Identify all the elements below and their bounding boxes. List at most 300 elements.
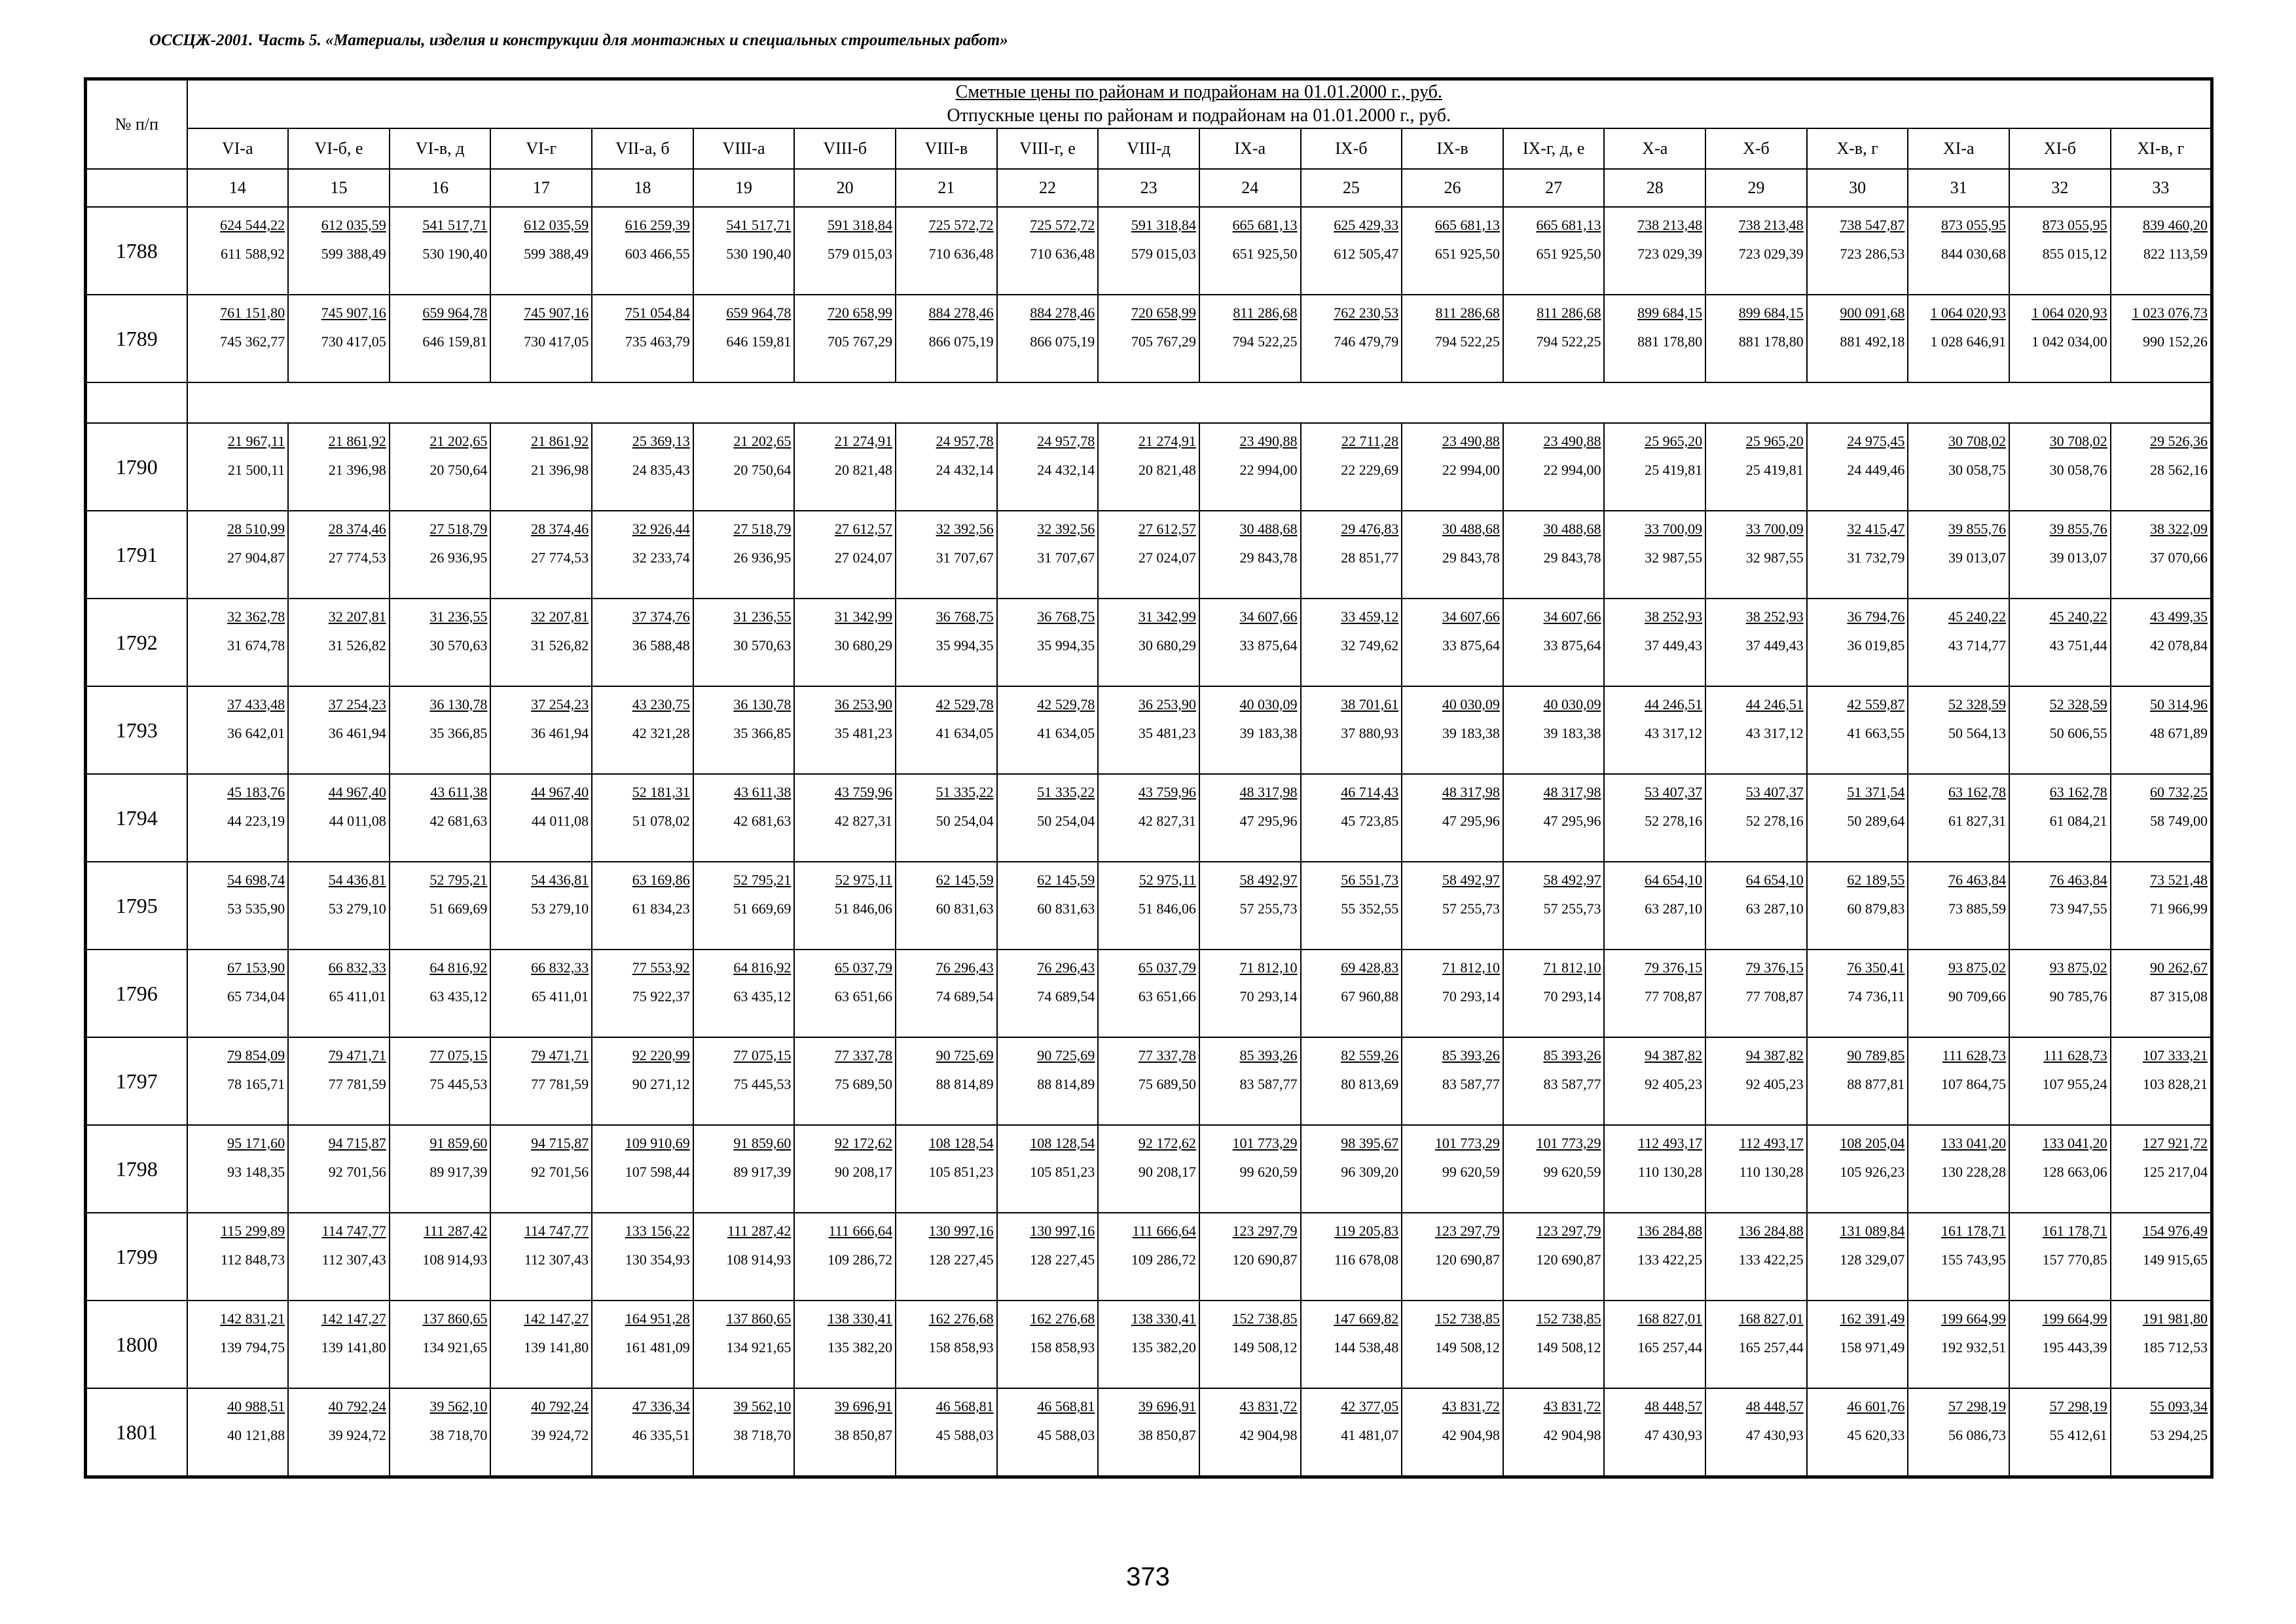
- release-price: 139 141,80: [321, 1339, 386, 1356]
- release-price: 37 880,93: [1341, 725, 1399, 741]
- release-price: 128 663,06: [2042, 1164, 2107, 1180]
- release-price: 822 113,59: [2143, 246, 2208, 262]
- estimate-price: 111 666,64: [1132, 1223, 1196, 1239]
- estimate-price: 47 336,34: [632, 1398, 690, 1414]
- release-price: 37 449,43: [1745, 637, 1804, 654]
- estimate-price: 54 436,81: [531, 872, 589, 888]
- estimate-price: 107 333,21: [2143, 1047, 2208, 1063]
- price-cell: [2009, 1125, 2111, 1213]
- price-cell: [1604, 1125, 1705, 1213]
- price-cell: [2111, 1301, 2212, 1388]
- release-price: 67 960,88: [1341, 988, 1399, 1005]
- release-price: 75 445,53: [733, 1076, 792, 1092]
- price-cell: [1807, 1037, 1908, 1125]
- release-price: 70 293,14: [1239, 988, 1298, 1005]
- price-cell: [2009, 511, 2111, 599]
- price-cell: [187, 1388, 289, 1477]
- price-cell: [1503, 1301, 1605, 1388]
- estimate-price: 811 286,68: [1537, 304, 1601, 321]
- price-cell: [1199, 862, 1301, 950]
- estimate-price: 21 274,91: [834, 433, 892, 449]
- estimate-price: 46 601,76: [1847, 1398, 1905, 1414]
- estimate-price: 57 298,19: [1948, 1398, 2007, 1414]
- column-number: 14: [187, 169, 289, 207]
- release-price: 55 412,61: [2049, 1427, 2107, 1443]
- price-cell: [794, 774, 896, 862]
- estimate-price: 57 298,19: [2049, 1398, 2107, 1414]
- price-cell: [1301, 207, 1402, 295]
- price-cell: [490, 1301, 592, 1388]
- estimate-price: 37 374,76: [632, 608, 690, 625]
- release-price: 40 121,88: [227, 1427, 285, 1443]
- estimate-price: 811 286,68: [1435, 304, 1500, 321]
- estimate-price: 624 544,22: [220, 217, 285, 233]
- release-price: 530 190,40: [422, 246, 488, 262]
- release-price: 42 078,84: [2150, 637, 2208, 654]
- release-price: 579 015,03: [827, 246, 892, 262]
- price-cell: [1301, 862, 1402, 950]
- release-price: 35 994,35: [936, 637, 994, 654]
- release-price: 43 317,12: [1645, 725, 1703, 741]
- estimate-price: 21 861,92: [328, 433, 386, 449]
- estimate-price: 27 518,79: [429, 521, 488, 537]
- price-cell: [1604, 1213, 1705, 1301]
- price-cell: [693, 686, 795, 774]
- price-cell: [1604, 599, 1705, 686]
- price-cell: [390, 1037, 491, 1125]
- release-price: 77 708,87: [1645, 988, 1703, 1005]
- price-cell: [1503, 295, 1605, 382]
- release-price: 651 925,50: [1536, 246, 1601, 262]
- release-price: 149 508,12: [1232, 1339, 1298, 1356]
- release-price: 579 015,03: [1131, 246, 1196, 262]
- estimate-price: 58 492,97: [1239, 872, 1298, 888]
- estimate-price: 50 314,96: [2150, 696, 2208, 712]
- price-cell: [1199, 686, 1301, 774]
- table-row: [86, 207, 2212, 295]
- price-cell: [693, 511, 795, 599]
- release-price: 63 287,10: [1745, 900, 1804, 917]
- price-cell: [288, 1388, 390, 1477]
- release-price: 90 208,17: [1138, 1164, 1196, 1180]
- release-price: 530 190,40: [726, 246, 792, 262]
- region-header: VIII-б: [794, 128, 896, 169]
- price-cell: [896, 862, 997, 950]
- release-price: 30 058,75: [1948, 462, 2007, 478]
- price-cell: [997, 207, 1099, 295]
- table-row: [86, 599, 2212, 686]
- price-cell: [1199, 1388, 1301, 1477]
- estimate-price: 85 393,26: [1442, 1047, 1500, 1063]
- price-cell: [1908, 599, 2009, 686]
- release-price: 26 936,95: [733, 549, 792, 566]
- row-number: 1793: [86, 686, 187, 774]
- price-cell: [794, 207, 896, 295]
- release-price: 31 707,67: [936, 549, 994, 566]
- price-cell: [1402, 511, 1503, 599]
- release-price: 723 286,53: [1840, 246, 1905, 262]
- estimate-price: 73 521,48: [2150, 872, 2208, 888]
- release-price: 92 405,23: [1745, 1076, 1804, 1092]
- estimate-price: 142 831,21: [220, 1310, 285, 1327]
- estimate-price: 899 684,15: [1637, 304, 1703, 321]
- estimate-price: 39 562,10: [733, 1398, 792, 1414]
- price-cell: [1503, 686, 1605, 774]
- estimate-price: 92 220,99: [632, 1047, 690, 1063]
- release-price: 52 278,16: [1645, 813, 1703, 829]
- region-header: VIII-г, е: [997, 128, 1099, 169]
- release-price: 51 846,06: [834, 900, 892, 917]
- price-cell: [1604, 686, 1705, 774]
- release-price: 33 875,64: [1543, 637, 1601, 654]
- price-cell: [2009, 1037, 2111, 1125]
- estimate-price: 133 041,20: [1941, 1135, 2007, 1151]
- release-price: 37 070,66: [2150, 549, 2208, 566]
- estimate-price: 77 337,78: [1138, 1047, 1196, 1063]
- release-price: 30 570,63: [733, 637, 792, 654]
- release-price: 195 443,39: [2042, 1339, 2107, 1356]
- release-price: 73 947,55: [2049, 900, 2107, 917]
- release-price: 646 159,81: [422, 333, 488, 350]
- price-cell: [1807, 950, 1908, 1037]
- price-table: [84, 77, 2214, 1479]
- release-price: 42 904,98: [1543, 1427, 1601, 1443]
- estimate-price: 108 128,54: [1030, 1135, 1095, 1151]
- estimate-price: 32 392,56: [936, 521, 994, 537]
- region-header: XI-в, г: [2111, 128, 2212, 169]
- estimate-price: 27 612,57: [1138, 521, 1196, 537]
- price-cell: [1604, 1037, 1705, 1125]
- estimate-price: 69 428,83: [1341, 959, 1399, 976]
- price-cell: [2111, 207, 2212, 295]
- price-cell: [794, 295, 896, 382]
- estimate-price: 79 471,71: [328, 1047, 386, 1063]
- estimate-price: 720 658,99: [1131, 304, 1196, 321]
- estimate-price: 884 278,46: [928, 304, 994, 321]
- price-cell: [1301, 950, 1402, 1037]
- release-price: 89 917,39: [733, 1164, 792, 1180]
- release-price: 78 165,71: [227, 1076, 285, 1092]
- release-price: 651 925,50: [1232, 246, 1298, 262]
- release-price: 746 479,79: [1334, 333, 1399, 350]
- estimate-price: 95 171,60: [227, 1135, 285, 1151]
- release-price: 92 701,56: [531, 1164, 589, 1180]
- release-price: 44 223,19: [227, 813, 285, 829]
- estimate-price: 24 957,78: [936, 433, 994, 449]
- estimate-price: 90 789,85: [1847, 1047, 1905, 1063]
- estimate-price: 76 350,41: [1847, 959, 1905, 976]
- estimate-price: 40 988,51: [227, 1398, 285, 1414]
- price-cell: [1908, 862, 2009, 950]
- estimate-price: 161 178,71: [2042, 1223, 2107, 1239]
- estimate-price: 24 975,45: [1847, 433, 1905, 449]
- release-price: 24 835,43: [632, 462, 690, 478]
- estimate-price: 82 559,26: [1341, 1047, 1399, 1063]
- estimate-price: 43 759,96: [834, 784, 892, 800]
- release-price: 110 130,28: [1637, 1164, 1703, 1180]
- price-cell: [288, 599, 390, 686]
- estimate-price: 90 262,67: [2150, 959, 2208, 976]
- estimate-price: 745 907,16: [524, 304, 589, 321]
- release-price: 108 914,93: [422, 1251, 488, 1268]
- price-cell: [1301, 1037, 1402, 1125]
- release-price: 32 749,62: [1341, 637, 1399, 654]
- price-cell: [390, 950, 491, 1037]
- estimate-price: 114 747,77: [524, 1223, 589, 1239]
- column-number: 32: [2009, 169, 2111, 207]
- price-cell: [1098, 423, 1199, 511]
- release-price: 611 588,92: [220, 246, 285, 262]
- price-cell: [1301, 1213, 1402, 1301]
- price-banner: [187, 79, 2212, 129]
- price-cell: [1908, 1213, 2009, 1301]
- release-price: 75 922,37: [632, 988, 690, 1005]
- price-cell: [1098, 1301, 1199, 1388]
- price-cell: [490, 1213, 592, 1301]
- estimate-price: 665 681,13: [1232, 217, 1298, 233]
- estimate-price: 42 559,87: [1847, 696, 1905, 712]
- release-price: 128 227,45: [928, 1251, 994, 1268]
- row-number: 1798: [86, 1125, 187, 1213]
- release-price-caption: Отпускные цены по районам и подрайонам на 01.01.2000 г., руб.: [947, 105, 1451, 126]
- price-cell: [1705, 599, 1807, 686]
- release-price: 96 309,20: [1341, 1164, 1399, 1180]
- estimate-price: 101 773,29: [1536, 1135, 1601, 1151]
- price-cell: [1098, 950, 1199, 1037]
- estimate-price: 37 254,23: [328, 696, 386, 712]
- price-cell: [1908, 686, 2009, 774]
- region-header: VII-а, б: [592, 128, 693, 169]
- estimate-price: 665 681,13: [1536, 217, 1601, 233]
- release-price: 30 058,76: [2049, 462, 2107, 478]
- release-price: 51 669,69: [733, 900, 792, 917]
- price-cell: [1705, 1125, 1807, 1213]
- price-cell: [1604, 1388, 1705, 1477]
- release-price: 63 651,66: [1138, 988, 1196, 1005]
- price-cell: [1503, 599, 1605, 686]
- price-cell: [390, 423, 491, 511]
- release-price: 112 307,43: [321, 1251, 386, 1268]
- estimate-price: 111 628,73: [2043, 1047, 2107, 1063]
- price-cell: [1807, 774, 1908, 862]
- release-price: 74 689,54: [1037, 988, 1095, 1005]
- price-cell: [2009, 686, 2111, 774]
- release-price: 730 417,05: [524, 333, 589, 350]
- price-cell: [1908, 207, 2009, 295]
- price-cell: [1402, 295, 1503, 382]
- release-price: 39 183,38: [1543, 725, 1601, 741]
- table-row: [86, 1037, 2212, 1125]
- release-price: 39 183,38: [1442, 725, 1500, 741]
- estimate-price: 108 205,04: [1840, 1135, 1905, 1151]
- estimate-price: 761 151,80: [220, 304, 285, 321]
- release-price: 105 851,23: [928, 1164, 994, 1180]
- estimate-price: 54 436,81: [328, 872, 386, 888]
- price-cell: [997, 1125, 1099, 1213]
- release-price: 881 178,80: [1637, 333, 1703, 350]
- region-header: VIII-а: [693, 128, 795, 169]
- release-price: 133 422,25: [1637, 1251, 1703, 1268]
- price-cell: [1807, 1213, 1908, 1301]
- release-price: 35 994,35: [1037, 637, 1095, 654]
- price-cell: [1402, 207, 1503, 295]
- release-price: 75 689,50: [1138, 1076, 1196, 1092]
- release-price: 20 821,48: [1138, 462, 1196, 478]
- price-cell: [592, 1125, 693, 1213]
- estimate-price: 45 183,76: [227, 784, 285, 800]
- release-price: 65 411,01: [531, 988, 589, 1005]
- estimate-price: 31 342,99: [834, 608, 892, 625]
- region-header: IX-в: [1402, 128, 1503, 169]
- estimate-price: 161 178,71: [1941, 1223, 2007, 1239]
- estimate-price: 762 230,53: [1334, 304, 1399, 321]
- estimate-price: 28 374,46: [328, 521, 386, 537]
- estimate-price: 541 517,71: [726, 217, 792, 233]
- release-price: 74 736,11: [1848, 988, 1905, 1005]
- release-price: 50 254,04: [1037, 813, 1095, 829]
- estimate-price: 1 023 076,73: [2132, 304, 2208, 321]
- estimate-price: 90 725,69: [936, 1047, 994, 1063]
- estimate-price: 738 213,48: [1738, 217, 1804, 233]
- estimate-price: 591 318,84: [827, 217, 892, 233]
- estimate-price: 25 965,20: [1645, 433, 1703, 449]
- spacer-cell: [86, 382, 187, 423]
- release-price: 42 321,28: [632, 725, 690, 741]
- estimate-price: 52 795,21: [429, 872, 488, 888]
- price-cell: [1807, 862, 1908, 950]
- price-cell: [896, 599, 997, 686]
- price-cell: [896, 686, 997, 774]
- estimate-price: 94 715,87: [531, 1135, 589, 1151]
- estimate-price: 79 376,15: [1645, 959, 1703, 976]
- release-price: 794 522,25: [1232, 333, 1298, 350]
- price-cell: [2009, 295, 2111, 382]
- release-price: 35 481,23: [834, 725, 892, 741]
- price-cell: [390, 207, 491, 295]
- estimate-price: 40 030,09: [1442, 696, 1500, 712]
- price-cell: [2111, 1037, 2212, 1125]
- release-price: 77 781,59: [531, 1076, 589, 1092]
- row-number: 1791: [86, 511, 187, 599]
- price-cell: [390, 1301, 491, 1388]
- table-row: [86, 295, 2212, 382]
- estimate-price: 48 317,98: [1239, 784, 1298, 800]
- release-price: 65 411,01: [329, 988, 386, 1005]
- release-price: 90 709,66: [1948, 988, 2007, 1005]
- release-price: 990 152,26: [2143, 333, 2208, 350]
- release-price: 116 678,08: [1334, 1251, 1399, 1268]
- release-price: 50 564,13: [1948, 725, 2007, 741]
- estimate-price: 191 981,80: [2143, 1310, 2208, 1327]
- price-cell: [896, 1037, 997, 1125]
- column-number: 26: [1402, 169, 1503, 207]
- table-row: [86, 774, 2212, 862]
- estimate-price: 612 035,59: [524, 217, 589, 233]
- estimate-price: 52 328,59: [2049, 696, 2107, 712]
- price-cell: [2009, 423, 2111, 511]
- price-cell: [288, 686, 390, 774]
- price-cell: [794, 1125, 896, 1213]
- release-price: 90 271,12: [632, 1076, 690, 1092]
- release-price: 135 382,20: [1131, 1339, 1196, 1356]
- release-price: 105 926,23: [1840, 1164, 1905, 1180]
- estimate-price: 541 517,71: [422, 217, 488, 233]
- price-cell: [2111, 950, 2212, 1037]
- estimate-price: 162 276,68: [1030, 1310, 1095, 1327]
- price-cell: [288, 1037, 390, 1125]
- price-cell: [1098, 686, 1199, 774]
- estimate-price: 108 128,54: [928, 1135, 994, 1151]
- price-cell: [794, 862, 896, 950]
- estimate-price: 101 773,29: [1232, 1135, 1298, 1151]
- estimate-price: 34 607,66: [1442, 608, 1500, 625]
- banner-row: [86, 79, 2212, 129]
- estimate-price: 60 732,25: [2150, 784, 2208, 800]
- price-cell: [187, 599, 289, 686]
- release-price: 41 634,05: [936, 725, 994, 741]
- estimate-price: 62 145,59: [936, 872, 994, 888]
- price-cell: [693, 1388, 795, 1477]
- release-price: 110 130,28: [1739, 1164, 1804, 1180]
- release-price: 603 466,55: [625, 246, 690, 262]
- price-cell: [2111, 295, 2212, 382]
- estimate-price: 91 859,60: [429, 1135, 488, 1151]
- release-price: 38 850,87: [1138, 1427, 1196, 1443]
- release-price: 77 708,87: [1745, 988, 1804, 1005]
- release-price: 65 734,04: [227, 988, 285, 1005]
- price-cell: [1705, 423, 1807, 511]
- price-cell: [794, 950, 896, 1037]
- estimate-price: 28 510,99: [227, 521, 285, 537]
- price-cell: [997, 511, 1099, 599]
- price-cell: [2009, 1388, 2111, 1477]
- release-price: 55 352,55: [1341, 900, 1399, 917]
- release-price: 27 024,07: [834, 549, 892, 566]
- price-cell: [1705, 207, 1807, 295]
- release-price: 30 570,63: [429, 637, 488, 654]
- release-price: 43 751,44: [2049, 637, 2107, 654]
- estimate-price: 36 130,78: [733, 696, 792, 712]
- column-number: 17: [490, 169, 592, 207]
- price-cell: [490, 1388, 592, 1477]
- release-price: 73 885,59: [1948, 900, 2007, 917]
- estimate-price: 591 318,84: [1131, 217, 1196, 233]
- price-cell: [1807, 511, 1908, 599]
- estimate-price: 142 147,27: [321, 1310, 386, 1327]
- price-cell: [693, 774, 795, 862]
- price-cell: [896, 774, 997, 862]
- release-price: 31 732,79: [1847, 549, 1905, 566]
- price-cell: [1807, 207, 1908, 295]
- release-price: 39 013,07: [1948, 549, 2007, 566]
- release-price: 29 843,78: [1239, 549, 1298, 566]
- release-price: 36 019,85: [1847, 637, 1905, 654]
- release-price: 71 966,99: [2150, 900, 2208, 917]
- table-row: [86, 1388, 2212, 1477]
- price-cell: [390, 599, 491, 686]
- release-price: 39 183,38: [1239, 725, 1298, 741]
- estimate-price: 63 169,86: [632, 872, 690, 888]
- estimate-price: 720 658,99: [827, 304, 892, 321]
- release-price: 31 526,82: [531, 637, 589, 654]
- price-cell: [1301, 1125, 1402, 1213]
- release-price: 107 864,75: [1941, 1076, 2007, 1092]
- price-cell: [1402, 1125, 1503, 1213]
- release-price: 27 774,53: [531, 549, 589, 566]
- estimate-price: 36 253,90: [1138, 696, 1196, 712]
- release-price: 58 749,00: [2150, 813, 2208, 829]
- estimate-price: 39 855,76: [2049, 521, 2107, 537]
